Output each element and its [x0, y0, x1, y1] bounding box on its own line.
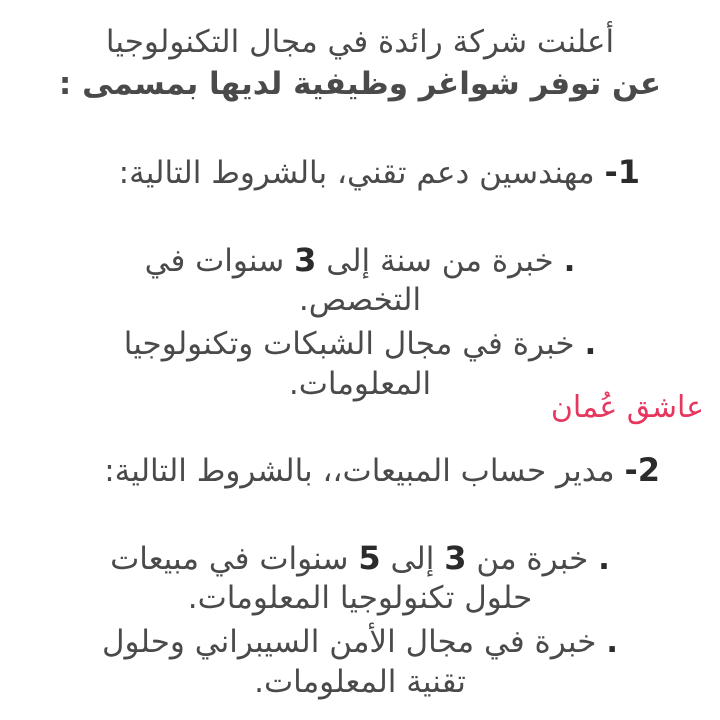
section1-req1-pre: خبرة من سنة إلى: [326, 243, 554, 279]
section2-title: مدير حساب المبيعات،، بالشروط التالية:: [104, 453, 615, 489]
section1-req1-line1: [0, 240, 720, 281]
section2-req1-post: سنوات في مبيعات: [110, 541, 349, 577]
intro-line-1: أعلنت شركة رائدة في مجال التكنولوجيا: [105, 24, 615, 60]
section2-req2-line1: [0, 622, 720, 662]
bullet-icon: .: [598, 541, 610, 577]
section2-req1-pre: خبرة من: [476, 541, 589, 577]
section1-title: مهندسين دعم تقني، بالشروط التالية:: [118, 155, 595, 191]
section2-req1-mid: إلى: [390, 541, 435, 577]
section2-req2-line2: تقنية المعلومات.: [254, 664, 466, 700]
section1-req1-post: سنوات في: [144, 243, 285, 279]
section1-header: [119, 152, 640, 193]
section2-header: [104, 450, 660, 491]
section2-req1-line2: حلول تكنولوجيا المعلومات.: [187, 580, 533, 616]
section2-number: 2-: [624, 451, 660, 489]
section1-req1-line2: التخصص.: [298, 282, 422, 318]
bullet-icon: .: [563, 243, 576, 279]
section1-req1-num: 3: [294, 241, 317, 279]
section2-req2-text: خبرة في مجال الأمن السيبراني وحلول: [101, 624, 597, 660]
bullet-icon: .: [606, 624, 619, 660]
section2-req1-line1: [0, 538, 720, 579]
section2-req1-num1: 3: [444, 539, 467, 577]
intro-line-2: عن توفر شواغر وظيفية لديها بمسمى :: [58, 66, 662, 102]
section2-req1-num2: 5: [358, 539, 381, 577]
watermark: عاشق عُمان: [550, 390, 704, 425]
section1-req2-text: خبرة في مجال الشبكات وتكنولوجيا: [123, 326, 575, 362]
section1-req2-line1: [0, 324, 720, 364]
section1-number: 1-: [604, 153, 640, 191]
section1-req2-line2: المعلومات.: [288, 366, 432, 402]
bullet-icon: .: [584, 326, 597, 362]
